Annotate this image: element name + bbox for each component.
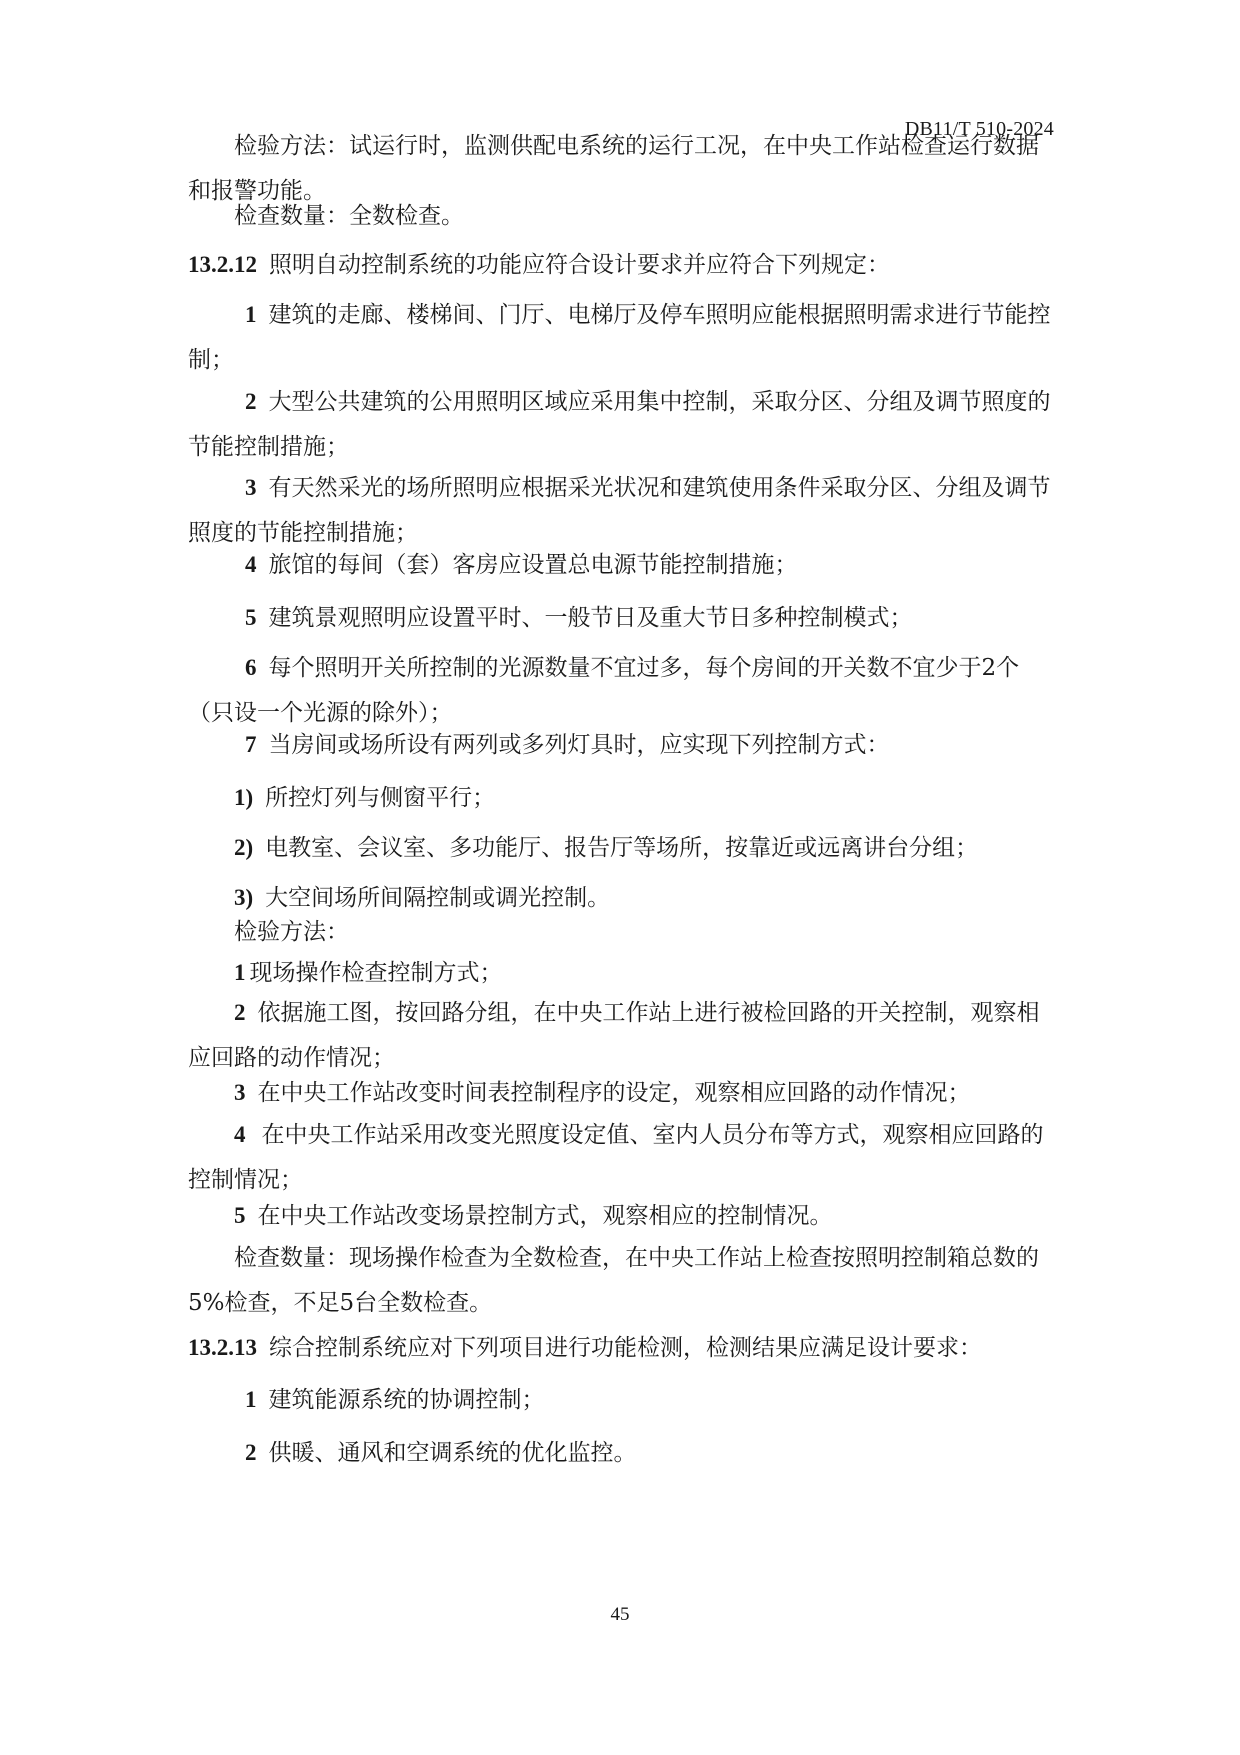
item-number: 1	[245, 1387, 257, 1412]
paragraph-check-quantity: 检查数量：全数检查。	[234, 203, 464, 229]
item-text: 当房间或场所设有两列或多列灯具时，应实现下列控制方式：	[268, 732, 890, 758]
method-number: 2	[234, 1000, 246, 1025]
item-number: 3	[245, 475, 257, 500]
document-code: DB11/T 510-2024	[904, 118, 1054, 140]
list-item	[188, 595, 1054, 641]
list-item	[188, 722, 1054, 768]
sub-item-number: 2)	[234, 835, 254, 860]
method-number: 4	[234, 1122, 246, 1147]
paragraph-check-quantity-2: 检查数量：现场操作检查为全数检查，在中央工作站上检查按照明控制箱总数的5%检查，不足5台全数检查。	[188, 1245, 1039, 1316]
method-item	[188, 1070, 1054, 1116]
sub-list-item	[234, 775, 1054, 821]
item-number: 6	[245, 655, 257, 680]
method-item	[188, 990, 1054, 1081]
item-text: 每个照明开关所控制的光源数量不宜过多，每个房间的开关数不宜少于2个（只设一个光源的除外）；	[188, 655, 1020, 726]
paragraph-test-method: 检验方法：试运行时，监测供配电系统的运行工况，在中央工作站检查运行数据和报警功能。	[188, 133, 1039, 204]
clause-text: 综合控制系统应对下列项目进行功能检测，检测结果应满足设计要求：	[269, 1335, 982, 1361]
method-text: 依据施工图，按回路分组，在中央工作站上进行被检回路的开关控制，观察相应回路的动作情况；	[188, 1000, 1040, 1071]
clause-number: 13.2.13	[188, 1335, 257, 1360]
list-item	[188, 1430, 1054, 1476]
item-number: 7	[245, 732, 257, 757]
list-item	[188, 292, 1054, 383]
sub-item-number: 1)	[234, 785, 254, 810]
method-title: 检验方法：	[234, 919, 349, 945]
method-text: 在中央工作站改变时间表控制程序的设定，观察相应回路的动作情况；	[257, 1080, 971, 1106]
sub-item-text: 电教室、会议室、多功能厅、报告厅等场所，按靠近或远离讲台分组；	[265, 835, 979, 861]
clause-13-2-12	[188, 242, 1054, 288]
sub-item-number: 3)	[234, 885, 254, 910]
page-number: 45	[610, 1604, 630, 1625]
item-number: 1	[245, 302, 257, 327]
sub-list-item	[234, 825, 1054, 871]
item-text: 有天然采光的场所照明应根据采光状况和建筑使用条件采取分区、分组及调节照度的节能控制措施；	[188, 475, 1051, 546]
item-text: 建筑能源系统的协调控制；	[268, 1387, 545, 1413]
method-text: 现场操作检查控制方式；	[249, 960, 503, 986]
method-number: 1	[234, 960, 246, 985]
list-item	[188, 379, 1054, 470]
method-text: 在中央工作站改变场景控制方式，观察相应的控制情况。	[257, 1203, 833, 1229]
method-item	[188, 1112, 1054, 1203]
method-text: 在中央工作站采用改变光照度设定值、室内人员分布等方式，观察相应回路的控制情况；	[188, 1122, 1044, 1193]
item-number: 2	[245, 389, 257, 414]
sub-item-text: 所控灯列与侧窗平行；	[265, 785, 496, 811]
list-item	[188, 1377, 1054, 1423]
clause-text: 照明自动控制系统的功能应符合设计要求并应符合下列规定：	[269, 252, 890, 278]
method-number: 3	[234, 1080, 246, 1105]
method-number: 5	[234, 1203, 246, 1228]
item-number: 4	[245, 552, 257, 577]
list-item	[188, 542, 1054, 588]
clause-number: 13.2.12	[188, 252, 257, 277]
sub-item-text: 大空间场所间隔控制或调光控制。	[265, 885, 611, 911]
clause-13-2-13	[188, 1325, 1054, 1371]
item-number: 2	[245, 1440, 257, 1465]
item-number: 5	[245, 605, 257, 630]
item-text: 旅馆的每间（套）客房应设置总电源节能控制措施；	[268, 552, 798, 578]
item-text: 大型公共建筑的公用照明区域应采用集中控制，采取分区、分组及调节照度的节能控制措施；	[188, 389, 1051, 460]
method-item	[188, 1193, 1054, 1239]
item-text: 建筑景观照明应设置平时、一般节日及重大节日多种控制模式；	[268, 605, 913, 631]
item-text: 供暖、通风和空调系统的优化监控。	[268, 1440, 637, 1466]
item-text: 建筑的走廊、楼梯间、门厅、电梯厅及停车照明应能根据照明需求进行节能控制；	[188, 302, 1051, 373]
